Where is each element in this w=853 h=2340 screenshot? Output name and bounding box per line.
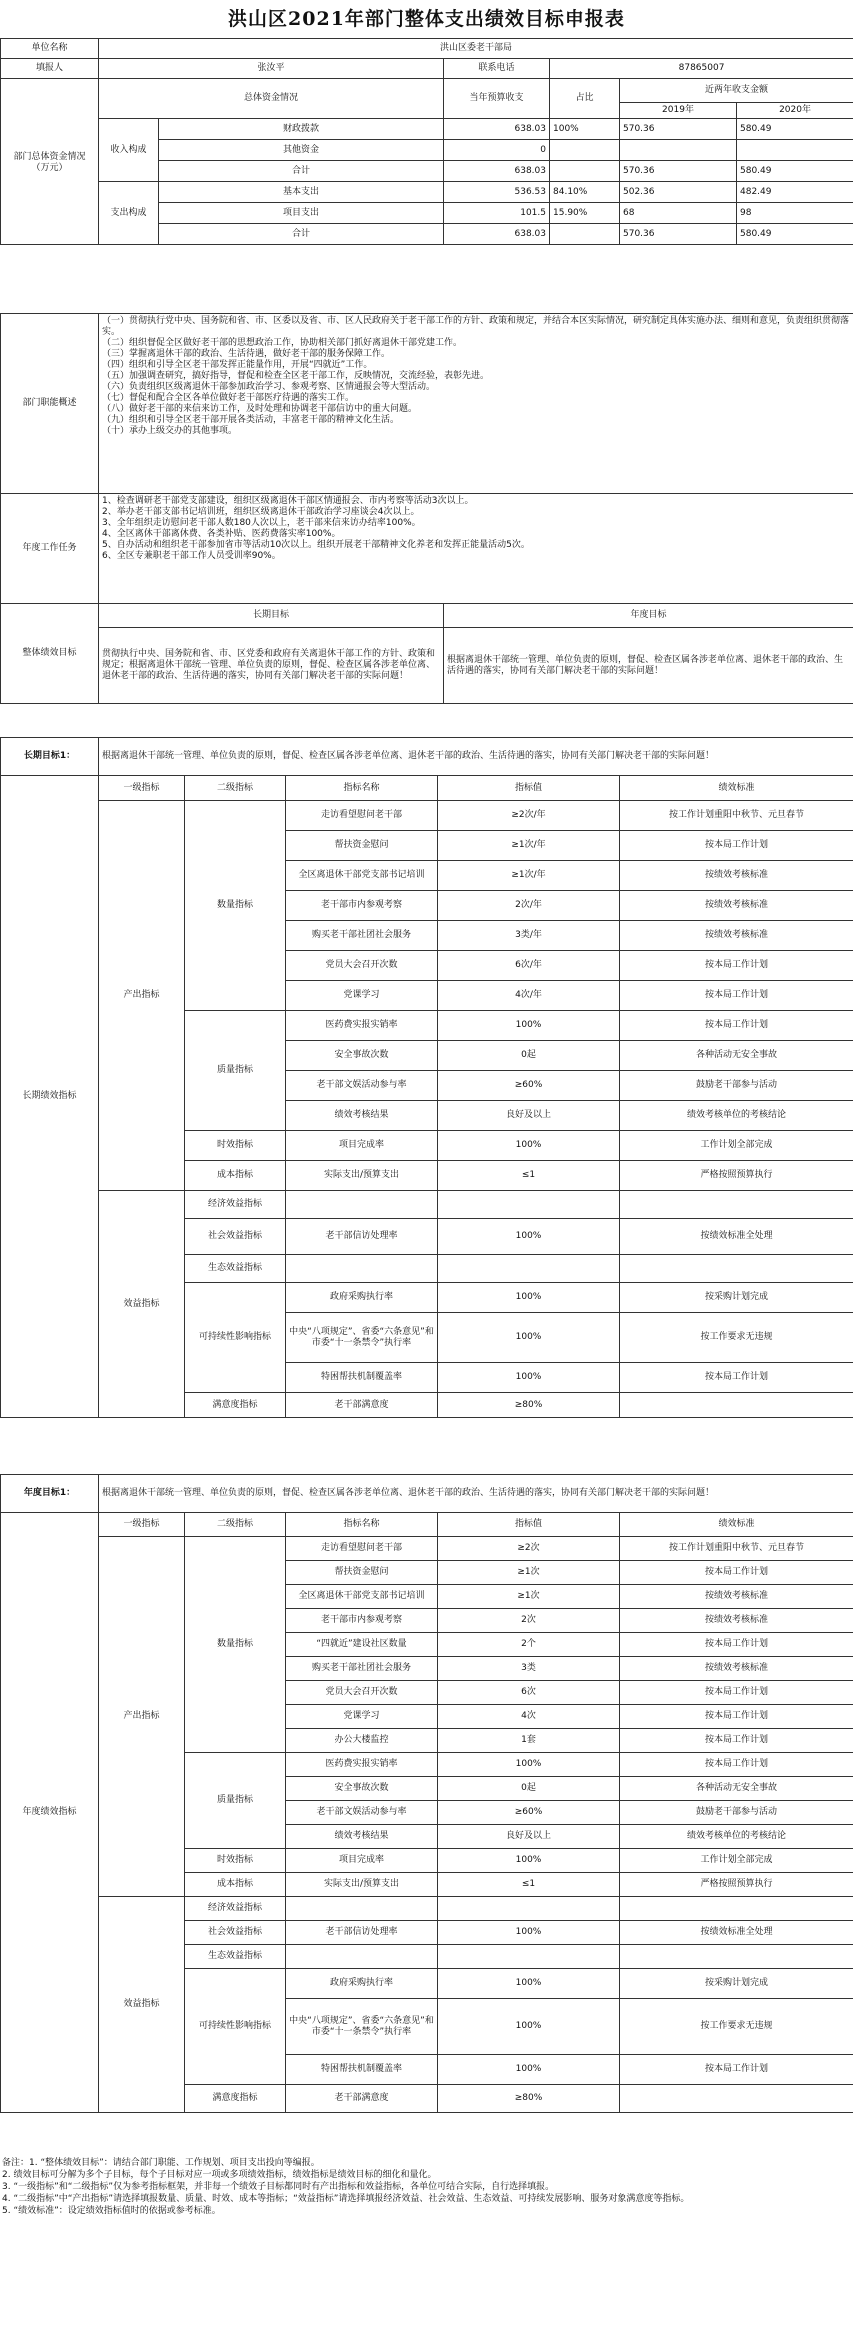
indicator-standard [620,1897,853,1921]
indicator-name: 党课学习 [286,1705,438,1729]
indicator-value: 100% [438,1219,620,1255]
expense-label: 支出构成 [99,182,159,245]
fund-row-ratio: 84.10% [550,182,620,203]
fund-row-2019: 570.36 [620,224,737,245]
level2-quality: 质量指标 [185,1011,286,1131]
indicator-value: 100% [438,1131,620,1161]
indicator-name: 老干部文娱活动参与率 [286,1801,438,1825]
fund-row-ratio [550,224,620,245]
indicator-name: 安全事故次数 [286,1777,438,1801]
indicator-value [438,1191,620,1219]
funds-section-label: 部门总体资金情况 （万元） [1,79,99,245]
level1-benefit: 效益指标 [99,1897,185,2113]
long-goal-text: 根据离退休干部统一管理、单位负责的原则，督促、检查区属各涉老单位离、退休老干部的政治、生活待遇的落实，协同有关部门解决老干部的实际问题！ [99,738,853,776]
indicator-value: 100% [438,1999,620,2055]
indicator-standard: 绩效考核单位的考核结论 [620,1825,853,1849]
level2-quantity: 数量指标 [185,1537,286,1753]
page-title: 洪山区2021年部门整体支出绩效目标申报表 [228,8,625,30]
indicator-standard: 按工作要求无违规 [620,1313,853,1363]
indicator-value [438,1945,620,1969]
indicator-name: “四就近”建设社区数量 [286,1633,438,1657]
indicator-standard: 按绩效考核标准 [620,891,853,921]
indicator-name: 购买老干部社团社会服务 [286,921,438,951]
fund-row-2020: 580.49 [737,161,853,182]
fund-row-2019 [620,140,737,161]
indicator-value: 100% [438,1363,620,1393]
unit-name-label: 单位名称 [1,39,99,59]
fund-row-name: 项目支出 [159,203,444,224]
indicator-standard: 按工作计划重阳中秋节、元旦春节 [620,1537,853,1561]
fund-row-budget: 101.5 [444,203,550,224]
phone-label: 联系电话 [444,59,550,79]
indicator-name: 全区离退休干部党支部书记培训 [286,861,438,891]
indicator-value: ≥2次 [438,1537,620,1561]
indicator-value: 2次/年 [438,891,620,921]
phone-value: 87865007 [550,59,853,79]
indicator-value: 100% [438,1753,620,1777]
functions-label: 部门职能概述 [1,314,99,494]
ratio-header: 占比 [550,79,620,119]
functions-text: （一）贯彻执行党中央、国务院和省、市、区委以及省、市、区人民政府关于老干部工作的方针、政策和规定，并结合本区实际情况，研究制定具体实施办法、细则和意见，负责组织贯彻落实。 （二）组织督促全区做好老干部的思想政治工作，协助相关部门抓好离退休干部党建工作。 （三）掌握离退休干部的政治、生活待遇，做好老干部的服务保障工作。 （四）组织和引导全区老干部发挥正能量作用，开展“四就近”工作。 （五）加强调查研究，搞好指导，督促和检查全区老干部工作，反映情况，交流经验，表彰先进。 （六）负责组织区级离退休干部参加政治学习、参观考察、区情通报会等大型活动。 （七）督促和配合全区各单位做好老干部医疗待遇的落实工作。 （八）做好老干部的来信来访工作，及时处理和协调老干部信访中的重大问题。 （九）组织和引导全区老干部开展各类活动，丰富老干部的精神文化生活。 （十）承办上级交办的其他事项。 [99,314,853,494]
indicator-name: 购买老干部社团社会服务 [286,1657,438,1681]
indicator-standard: 按本局工作计划 [620,1011,853,1041]
indicator-value: 100% [438,1921,620,1945]
indicator-name: 党员大会召开次数 [286,1681,438,1705]
indicator-value: ≥1次 [438,1561,620,1585]
level2-timeliness: 时效指标 [185,1849,286,1873]
indicator-name [286,1945,438,1969]
indicator-standard: 按绩效考核标准 [620,1609,853,1633]
level2-cost: 成本指标 [185,1161,286,1191]
indicator-name: 项目完成率 [286,1849,438,1873]
fund-row-2020 [737,140,853,161]
indicator-standard: 按本局工作计划 [620,2055,853,2085]
indicator-name: 老干部满意度 [286,1393,438,1418]
indicator-value: 100% [438,1283,620,1313]
indicator-standard: 按本局工作计划 [620,981,853,1011]
indicator-standard [620,1255,853,1283]
indicator-value: ≥60% [438,1071,620,1101]
indicator-standard: 按工作要求无违规 [620,1999,853,2055]
level2-quantity: 数量指标 [185,801,286,1011]
indicator-standard: 按本局工作计划 [620,951,853,981]
indicator-standard [620,1945,853,1969]
indicator-value: ≥1次/年 [438,831,620,861]
indicator-name: 走访看望慰问老干部 [286,801,438,831]
annual-goal-label: 年度目标1： [1,1475,99,1513]
indicator-name: 帮扶资金慰问 [286,831,438,861]
funds-table [0,38,853,245]
level2-economic: 经济效益指标 [185,1191,286,1219]
col-level1-header: 一级指标 [99,1513,185,1537]
col-name-header: 指标名称 [286,1513,438,1537]
annual-section-label: 年度绩效指标 [1,1513,99,2113]
indicator-name: 党员大会召开次数 [286,951,438,981]
level2-quality: 质量指标 [185,1753,286,1849]
fund-row-2019: 502.36 [620,182,737,203]
indicator-standard [620,1191,853,1219]
long-goal-text: 贯彻执行中央、国务院和省、市、区党委和政府有关离退休干部工作的方针、政策和规定；根据离退休干部统一管理、单位负责的原则，督促、检查区属各涉老单位离、退休老干部的政治、生活待遇的落实，协同有关部门解决老干部的实际问题！ [99,628,444,704]
indicator-value: 1套 [438,1729,620,1753]
col-value-header: 指标值 [438,776,620,801]
indicator-standard: 按绩效考核标准 [620,1585,853,1609]
fund-row-2020: 580.49 [737,224,853,245]
indicator-value: ≥80% [438,2085,620,2113]
indicator-value: 4次/年 [438,981,620,1011]
indicator-value: 100% [438,1969,620,1999]
annual-goal-text: 根据离退休干部统一管理、单位负责的原则，督促、检查区属各涉老单位离、退休老干部的政治、生活待遇的落实，协同有关部门解决老干部的实际问题！ [99,1475,853,1513]
indicator-name: 办公大楼监控 [286,1729,438,1753]
fund-row-budget: 638.03 [444,224,550,245]
indicator-standard: 按本局工作计划 [620,1561,853,1585]
fund-row-ratio [550,140,620,161]
indicator-standard: 绩效考核单位的考核结论 [620,1101,853,1131]
fund-row-name: 财政拨款 [159,119,444,140]
indicator-value: ≥2次/年 [438,801,620,831]
indicator-standard: 按绩效考核标准 [620,1657,853,1681]
level2-sustainability: 可持续性影响指标 [185,1969,286,2085]
indicator-value: ≥60% [438,1801,620,1825]
level2-social: 社会效益指标 [185,1921,286,1945]
fund-row-2019: 68 [620,203,737,224]
fund-row-budget: 638.03 [444,119,550,140]
level2-ecological: 生态效益指标 [185,1255,286,1283]
fund-row-name: 合计 [159,161,444,182]
level1-output: 产出指标 [99,1537,185,1897]
filler-label: 填报人 [1,59,99,79]
indicator-name: 帮扶资金慰问 [286,1561,438,1585]
indicator-name: 绩效考核结果 [286,1825,438,1849]
indicator-name: 老干部满意度 [286,2085,438,2113]
recent-years-header: 近两年收支金额 [620,79,853,103]
long-section-label: 长期绩效指标 [1,776,99,1418]
fund-row-ratio [550,161,620,182]
income-label: 收入构成 [99,119,159,182]
indicator-value: 6次 [438,1681,620,1705]
level2-satisfaction: 满意度指标 [185,1393,286,1418]
indicator-name [286,1897,438,1921]
col-name-header: 指标名称 [286,776,438,801]
fund-row-budget: 0 [444,140,550,161]
indicator-name: 全区离退休干部党支部书记培训 [286,1585,438,1609]
col-standard-header: 绩效标准 [620,1513,853,1537]
indicator-standard: 按采购计划完成 [620,1969,853,1999]
level2-cost: 成本指标 [185,1873,286,1897]
fund-row-2019: 570.36 [620,119,737,140]
indicator-standard: 各种活动无安全事故 [620,1777,853,1801]
indicator-name: 医药费实报实销率 [286,1753,438,1777]
fund-row-2019: 570.36 [620,161,737,182]
indicator-name: 党课学习 [286,981,438,1011]
indicator-standard: 按本局工作计划 [620,1729,853,1753]
indicator-standard: 按本局工作计划 [620,1705,853,1729]
year-2019-header: 2019年 [620,103,737,119]
unit-name-value: 洪山区委老干部局 [99,39,853,59]
indicator-value: ≥80% [438,1393,620,1418]
indicator-name: 走访看望慰问老干部 [286,1537,438,1561]
indicator-standard: 工作计划全部完成 [620,1131,853,1161]
indicator-value: 0起 [438,1777,620,1801]
long-goal-header: 长期目标 [99,604,444,628]
indicator-standard [620,2085,853,2113]
indicator-standard: 按绩效标准全处理 [620,1921,853,1945]
indicator-value: ≤1 [438,1873,620,1897]
level2-ecological: 生态效益指标 [185,1945,286,1969]
annual-goal-text: 根据离退休干部统一管理、单位负责的原则，督促、检查区属各涉老单位离、退休老干部的政治、生活待遇的落实，协同有关部门解决老干部的实际问题！ [444,628,853,704]
long-goal-label: 长期目标1： [1,738,99,776]
indicator-name: 老干部信访处理率 [286,1921,438,1945]
indicator-standard: 按本局工作计划 [620,1753,853,1777]
indicator-standard: 严格按照预算执行 [620,1873,853,1897]
fund-row-2020: 580.49 [737,119,853,140]
fund-row-name: 其他资金 [159,140,444,161]
annual-tasks-text: 1、检查调研老干部党支部建设，组织区级离退休干部区情通报会、市内考察等活动3次以上。 2、举办老干部支部书记培训班，组织区级离退休干部政治学习座谈会4次以上。 3、全年组织走访慰问老干部人数180人次以上，老干部来信来访办结率100%。 4、全区离休干部离休费、各类补贴、医药费落实率100%。 5、自办活动和组织老干部参加省市等活动10次以上。组织开展老干部精神文化养老和发挥正能量活动5次。 6、全区专兼职老干部工作人员受训率90%。 [99,494,853,604]
indicator-standard: 各种活动无安全事故 [620,1041,853,1071]
indicator-name: 特困帮扶机制覆盖率 [286,1363,438,1393]
indicator-value: 6次/年 [438,951,620,981]
indicator-name: 实际支出/预算支出 [286,1873,438,1897]
indicator-name [286,1255,438,1283]
year-2020-header: 2020年 [737,103,853,119]
indicator-name: 老干部文娱活动参与率 [286,1071,438,1101]
indicator-standard: 工作计划全部完成 [620,1849,853,1873]
indicator-standard: 按本局工作计划 [620,1363,853,1393]
indicator-name: 老干部市内参观考察 [286,1609,438,1633]
filler-value: 张汝平 [99,59,444,79]
indicator-standard: 严格按照预算执行 [620,1161,853,1191]
indicator-value: ≥1次/年 [438,861,620,891]
indicator-value: 良好及以上 [438,1825,620,1849]
fund-row-name: 合计 [159,224,444,245]
indicator-standard: 按绩效考核标准 [620,921,853,951]
annual-goal-header: 年度目标 [444,604,853,628]
indicator-value: 3类/年 [438,921,620,951]
indicator-name: 绩效考核结果 [286,1101,438,1131]
fund-row-ratio: 100% [550,119,620,140]
indicator-name [286,1191,438,1219]
overview-table [0,313,853,704]
indicator-standard: 按本局工作计划 [620,831,853,861]
level1-output: 产出指标 [99,801,185,1191]
indicator-value: ≤1 [438,1161,620,1191]
indicator-name: 中央“八项规定”、省委“六条意见”和市委“十一条禁令”执行率 [286,1999,438,2055]
indicator-name: 特困帮扶机制覆盖率 [286,2055,438,2085]
indicator-name: 医药费实报实销率 [286,1011,438,1041]
indicator-standard: 按采购计划完成 [620,1283,853,1313]
indicator-standard: 按本局工作计划 [620,1681,853,1705]
indicator-value: 100% [438,2055,620,2085]
level2-satisfaction: 满意度指标 [185,2085,286,2113]
indicator-standard: 按本局工作计划 [620,1633,853,1657]
indicator-name: 实际支出/预算支出 [286,1161,438,1191]
indicator-standard: 按绩效考核标准 [620,861,853,891]
fund-row-name: 基本支出 [159,182,444,203]
indicator-name: 政府采购执行率 [286,1283,438,1313]
fund-row-ratio: 15.90% [550,203,620,224]
fund-row-budget: 536.53 [444,182,550,203]
indicator-standard: 鼓励老干部参与活动 [620,1801,853,1825]
fund-row-2020: 98 [737,203,853,224]
overall-goal-label: 整体绩效目标 [1,604,99,704]
budget-header: 当年预算收支 [444,79,550,119]
indicator-standard: 按工作计划重阳中秋节、元旦春节 [620,801,853,831]
col-level2-header: 二级指标 [185,776,286,801]
indicator-name: 中央“八项规定”、省委“六条意见”和市委“十一条禁令”执行率 [286,1313,438,1363]
indicator-value: ≥1次 [438,1585,620,1609]
indicator-standard: 鼓励老干部参与活动 [620,1071,853,1101]
indicator-name: 老干部信访处理率 [286,1219,438,1255]
indicator-name: 政府采购执行率 [286,1969,438,1999]
col-level2-header: 二级指标 [185,1513,286,1537]
indicator-value: 4次 [438,1705,620,1729]
indicator-value [438,1897,620,1921]
indicator-value [438,1255,620,1283]
col-standard-header: 绩效标准 [620,776,853,801]
level1-benefit: 效益指标 [99,1191,185,1418]
overall-funds-header: 总体资金情况 [99,79,444,119]
level2-timeliness: 时效指标 [185,1131,286,1161]
level2-social: 社会效益指标 [185,1219,286,1255]
annual-tasks-label: 年度工作任务 [1,494,99,604]
indicator-name: 项目完成率 [286,1131,438,1161]
indicator-value: 3类 [438,1657,620,1681]
level2-economic: 经济效益指标 [185,1897,286,1921]
indicator-value: 良好及以上 [438,1101,620,1131]
level2-sustainability: 可持续性影响指标 [185,1283,286,1393]
annual-table [0,1474,853,2113]
fund-row-budget: 638.03 [444,161,550,182]
indicator-value: 0起 [438,1041,620,1071]
col-value-header: 指标值 [438,1513,620,1537]
indicator-value: 100% [438,1313,620,1363]
col-level1-header: 一级指标 [99,776,185,801]
footnotes: 备注：1. “整体绩效目标”：请结合部门职能、工作规划、项目支出投向等编报。 2. 绩效目标可分解为多个子目标，每个子目标对应一项或多项绩效指标，绩效指标是绩效目标的细化和量化。 3. “一级指标”和“二级指标”仅为参考指标框架，并非每一个绩效子目标都同时有产出指标和效益指标，各单位可结合实际，自行选择填报。 4. “二级指标”中“产出指标”请选择填报数量、质量、时效、成本等指标；“效益指标”请选择填报经济效益、社会效益、生态效益、可持续发展影响、服务对象满意度等指标。 5. “绩效标准”：设定绩效指标值时的依据或参考标准。 [2,2158,690,2216]
indicator-value: 100% [438,1849,620,1873]
fund-row-2020: 482.49 [737,182,853,203]
indicator-name: 安全事故次数 [286,1041,438,1071]
indicator-name: 老干部市内参观考察 [286,891,438,921]
indicator-value: 2个 [438,1633,620,1657]
indicator-value: 2次 [438,1609,620,1633]
long-term-table [0,737,853,1418]
indicator-standard [620,1393,853,1418]
indicator-standard: 按绩效标准全处理 [620,1219,853,1255]
indicator-value: 100% [438,1011,620,1041]
